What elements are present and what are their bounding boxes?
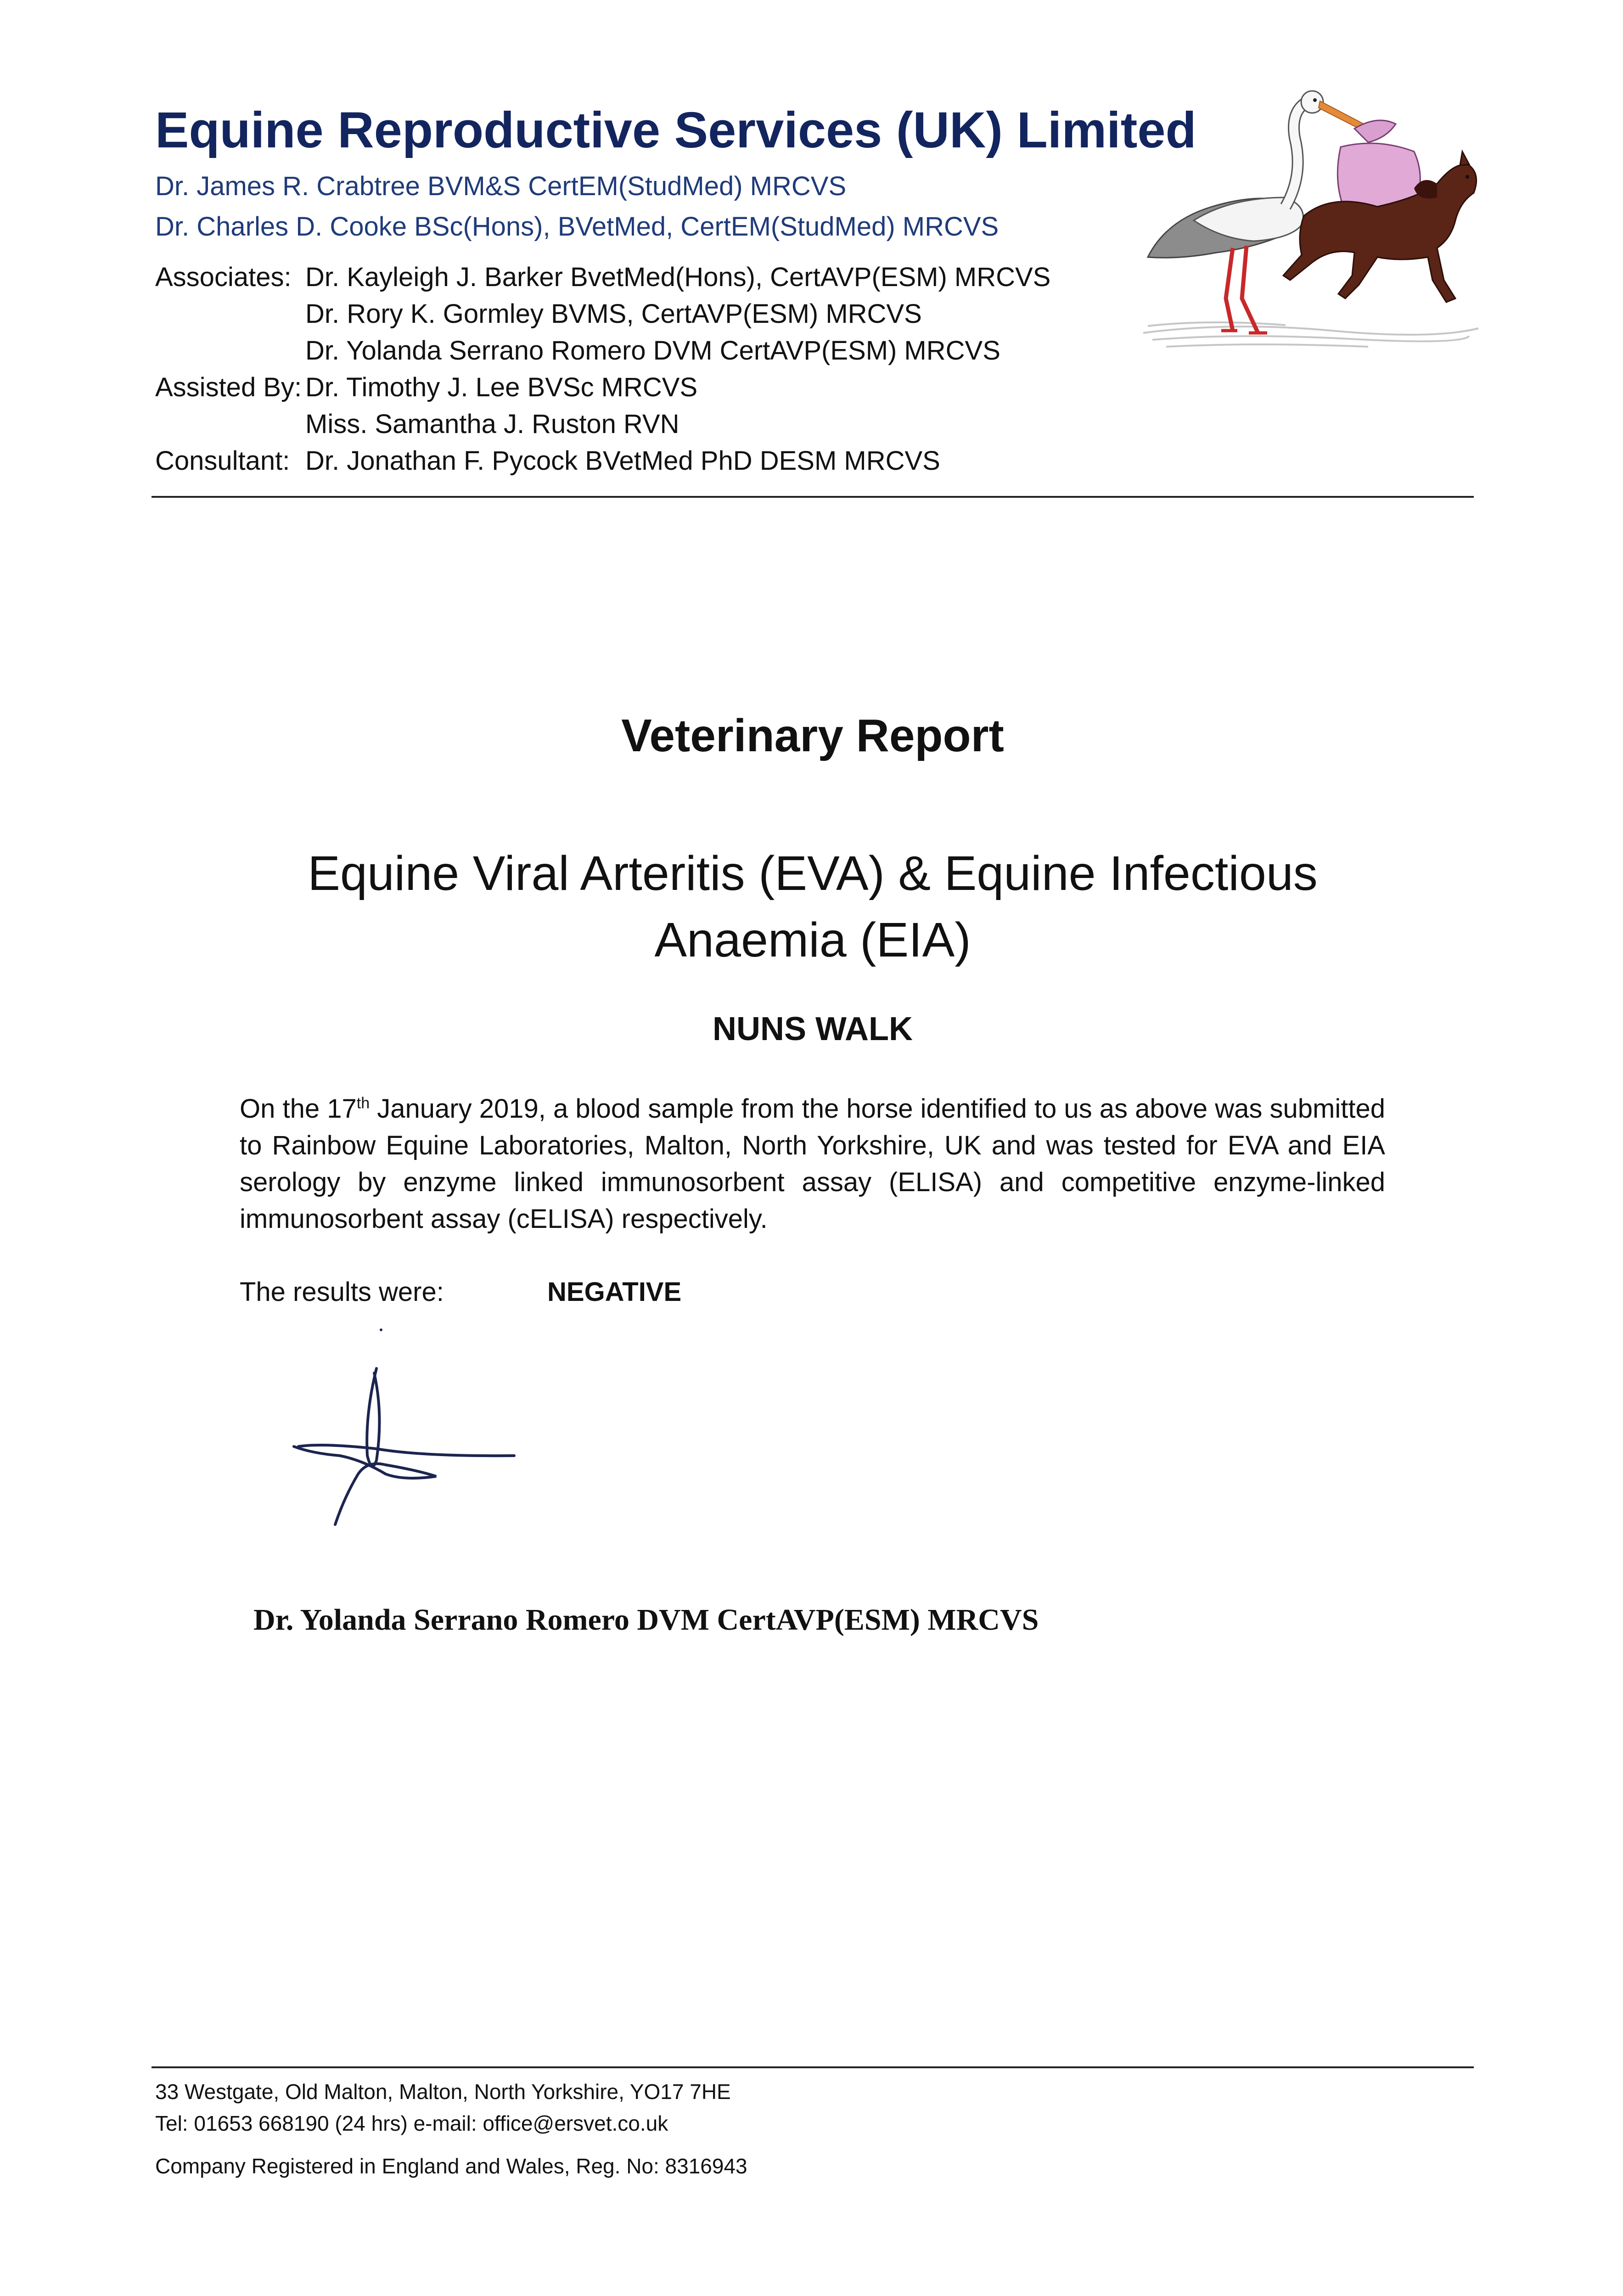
horse-name: NUNS WALK (713, 1011, 913, 1047)
ordinal-suffix: th (356, 1094, 370, 1112)
consultant-label: Consultant: (155, 446, 290, 476)
footer-registration: Company Registered in England and Wales, Reg. No: 8316943 (155, 2154, 747, 2178)
footer-divider (152, 2066, 1474, 2068)
header-divider (152, 496, 1474, 498)
partner-name: Dr. Charles D. Cooke BSc(Hons), BVetMed, CertEM(StudMed) MRCVS (155, 212, 999, 242)
results-value: NEGATIVE (547, 1277, 682, 1307)
report-subtitle-line: Anaemia (EIA) (654, 913, 971, 967)
signature-icon (285, 1322, 542, 1543)
stork-carrying-foal-icon (1139, 83, 1488, 358)
signatory-name: Dr. Yolanda Serrano Romero DVM CertAVP(ESM) MRCVS (253, 1603, 1039, 1637)
consultant-name: Dr. Jonathan F. Pycock BVetMed PhD DESM MRCVS (305, 446, 940, 476)
paragraph-text: January 2019, a blood sample from the horse identified to us as above was submitted to Rainbow Equine Laboratories, Malton, North Yorkshire, UK and was tested for EVA and EIA serology by enzyme linked immunosorbent assay (ELISA) and competitive enzyme-linked immunosorbent assay (cELISA) respectively. (240, 1094, 1385, 1234)
assistant-name: Dr. Timothy J. Lee BVSc MRCVS (305, 372, 698, 402)
associate-name: Dr. Yolanda Serrano Romero DVM CertAVP(ESM) MRCVS (305, 336, 1000, 366)
report-title: Veterinary Report (621, 710, 1004, 761)
footer-address: 33 Westgate, Old Malton, Malton, North Yorkshire, YO17 7HE (155, 2080, 731, 2104)
associate-name: Dr. Rory K. Gormley BVMS, CertAVP(ESM) MRCVS (305, 299, 922, 329)
paragraph-text: On the 17 (240, 1094, 357, 1124)
report-subtitle-line: Equine Viral Arteritis (EVA) & Equine Infectious (308, 846, 1318, 900)
partner-name: Dr. James R. Crabtree BVM&S CertEM(StudMed) MRCVS (155, 171, 847, 201)
report-paragraph (240, 1091, 1385, 1238)
associates-label: Associates: (155, 262, 292, 292)
assisted-by-label: Assisted By: (155, 372, 302, 402)
assistant-name: Miss. Samantha J. Ruston RVN (305, 409, 680, 439)
company-name: Equine Reproductive Services (UK) Limited (155, 102, 1196, 158)
associate-name: Dr. Kayleigh J. Barker BvetMed(Hons), CertAVP(ESM) MRCVS (305, 262, 1051, 292)
results-label: The results were: (240, 1277, 444, 1307)
report-subtitle (152, 840, 1474, 974)
footer-contact: Tel: 01653 668190 (24 hrs) e-mail: office@ersvet.co.uk (155, 2111, 668, 2135)
